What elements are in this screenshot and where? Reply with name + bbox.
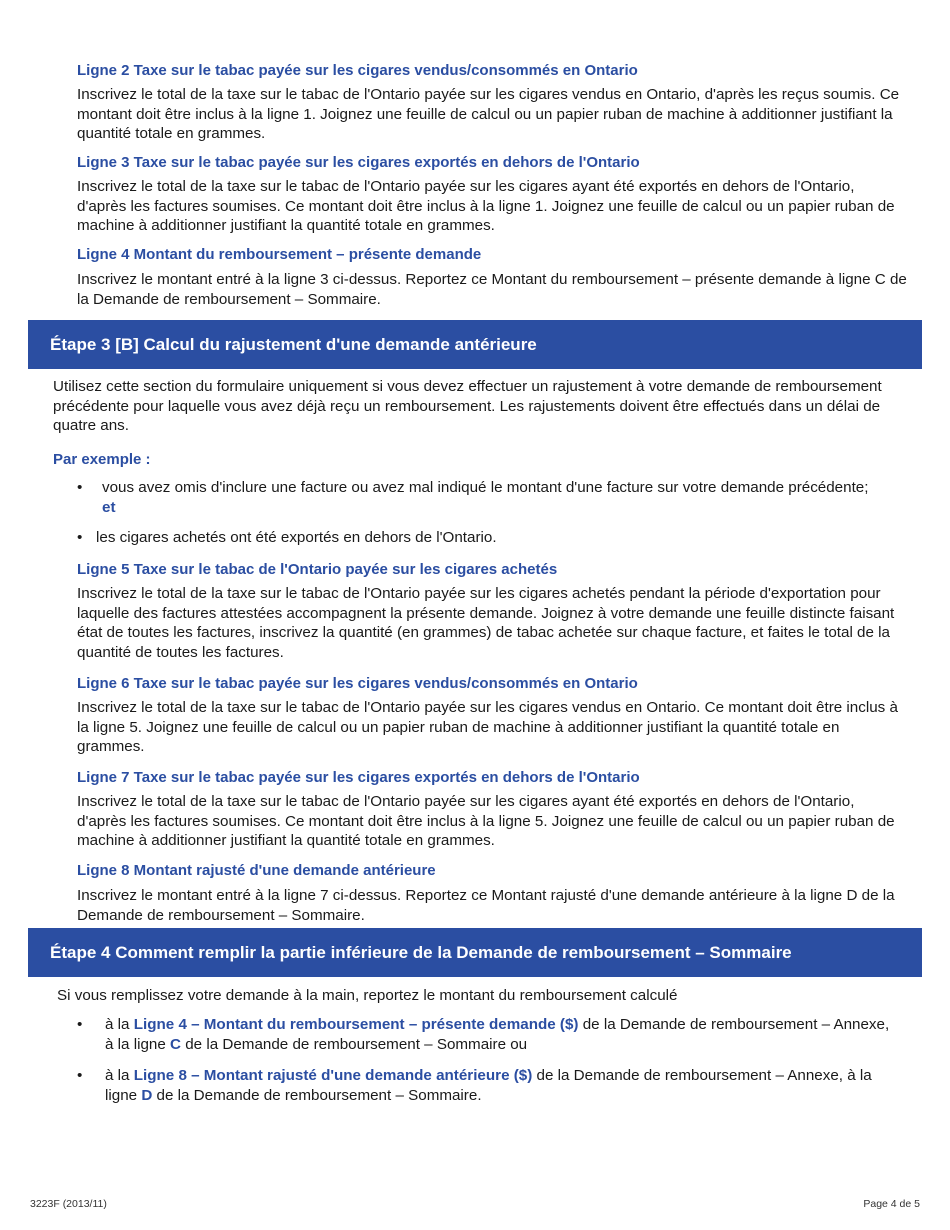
b1-ligne4-ref: Ligne 4 – Montant du remboursement – présente demande ($)	[133, 1016, 579, 1033]
example-label: Par exemple :	[53, 451, 151, 468]
etape4-bullet-2	[77, 1066, 892, 1105]
form-code: 3223F (2013/11)	[30, 1197, 107, 1210]
b2-suffix: de la Demande de remboursement – Sommaire.	[156, 1086, 482, 1104]
ligne3-heading: Ligne 3 Taxe sur le tabac payée sur les cigares exportés en dehors de l'Ontario	[77, 154, 640, 171]
etape3b-intro: Utilisez cette section du formulaire uniquement si vous devez effectuer un rajustement à votre demande de remboursement précédente pour laquelle vous avez déjà reçu un remboursement. Les rajustements doivent être effectués dans un délai de quatre ans.	[53, 378, 882, 434]
b2-ligne8-ref: Ligne 8 – Montant rajusté d'une demande antérieure ($)	[133, 1067, 533, 1084]
ligne4-text: Inscrivez le montant entré à la ligne 3 ci-dessus. Reportez ce Montant du remboursement – présente demande à ligne C de la Demande de remboursement – Sommaire.	[77, 271, 907, 308]
ligne5-heading: Ligne 5 Taxe sur le tabac de l'Ontario payée sur les cigares achetés	[77, 561, 558, 578]
ligne3-text: Inscrivez le total de la taxe sur le tabac de l'Ontario payée sur les cigares ayant été exportés en dehors de l'Ontario, d'après les factures soumises. Ce montant doit être inclus à la ligne 1. Joignez une feuille de calcul ou un papier ruban de machine à additionner justifiant la quantité totale en grammes.	[77, 178, 895, 234]
ligne6-text: Inscrivez le total de la taxe sur le tabac de l'Ontario payée sur les cigares vendus en Ontario. Ce montant doit être inclus à la ligne 5. Joignez une feuille de calcul ou un papier ruban de machine à additionner justifiant la quantité totale en grammes.	[77, 699, 898, 755]
b1-letter-c: C	[170, 1035, 181, 1053]
ligne7-text: Inscrivez le total de la taxe sur le tabac de l'Ontario payée sur les cigares ayant été exportés en dehors de l'Ontario, d'après les factures soumises. Ce montant doit être inclus à la ligne 5. Joignez une feuille de calcul ou un papier ruban de machine à additionner justifiant la quantité totale en grammes.	[77, 793, 895, 849]
example-bullet-1	[77, 478, 877, 517]
b1-suffix: de la Demande de remboursement – Sommaire ou	[185, 1035, 528, 1053]
ligne6-heading: Ligne 6 Taxe sur le tabac payée sur les cigares vendus/consommés en Ontario	[77, 675, 638, 692]
ligne2-heading: Ligne 2 Taxe sur le tabac payée sur les cigares vendus/consommés en Ontario	[77, 62, 638, 79]
ligne7-heading: Ligne 7 Taxe sur le tabac payée sur les cigares exportés en dehors de l'Ontario	[77, 769, 640, 786]
b2-mid: de la Demande de remboursement – Annexe, à la ligne	[105, 1067, 872, 1104]
b2-letter-d: D	[141, 1086, 153, 1104]
b1-prefix: à la	[105, 1016, 130, 1033]
bullet-dot: •	[77, 1016, 83, 1033]
bullet-dot: •	[77, 1067, 83, 1084]
page-number: Page 4 de 5	[863, 1197, 920, 1210]
bullet1-text: vous avez omis d'inclure une facture ou avez mal indiqué le montant d'une facture sur votre demande précédente;	[102, 479, 869, 496]
etape4-bullet-1	[77, 1015, 892, 1054]
ligne4-heading: Ligne 4 Montant du remboursement – présente demande	[77, 246, 482, 263]
example-bullet-2	[77, 528, 877, 548]
ligne8-heading: Ligne 8 Montant rajusté d'une demande antérieure	[77, 862, 436, 879]
bullet1-et: et	[102, 498, 116, 516]
bullet-dot: •	[77, 529, 83, 546]
etape4-band: Étape 4 Comment remplir la partie inférieure de la Demande de remboursement – Sommaire	[28, 928, 922, 977]
ligne2-text: Inscrivez le total de la taxe sur le tabac de l'Ontario payée sur les cigares vendus en Ontario, d'après les reçus soumis. Ce montant doit être inclus à la ligne 1. Joignez une feuille de calcul ou un papier ruban de machine à additionner justifiant la quantité totale en grammes.	[77, 86, 900, 142]
bullet-dot: •	[77, 479, 83, 496]
ligne5-text: Inscrivez le total de la taxe sur le tabac de l'Ontario payée sur les cigares achetés pendant la période d'exportation pour laquelle des factures attestées accompagnent la présente demande. Joignez à votre demande une feuille distincte faisant état de toutes les factures, inscrivez la quantité (en grammes) de tabac achetée sur chaque facture, et faites le total de la quantité de toutes les factures.	[77, 585, 895, 661]
bullet2-text: les cigares achetés ont été exportés en dehors de l'Ontario.	[96, 529, 497, 546]
etape3b-band: Étape 3 [B] Calcul du rajustement d'une demande antérieure	[28, 320, 922, 369]
etape4-intro: Si vous remplissez votre demande à la main, reportez le montant du remboursement calculé	[57, 987, 678, 1004]
ligne8-text: Inscrivez le montant entré à la ligne 7 ci-dessus. Reportez ce Montant rajusté d'une demande antérieure à la ligne D de la Demande de remboursement – Sommaire.	[77, 887, 895, 924]
b2-prefix: à la	[105, 1067, 130, 1084]
b1-mid: de la Demande de remboursement – Annexe, à la ligne	[105, 1016, 890, 1053]
